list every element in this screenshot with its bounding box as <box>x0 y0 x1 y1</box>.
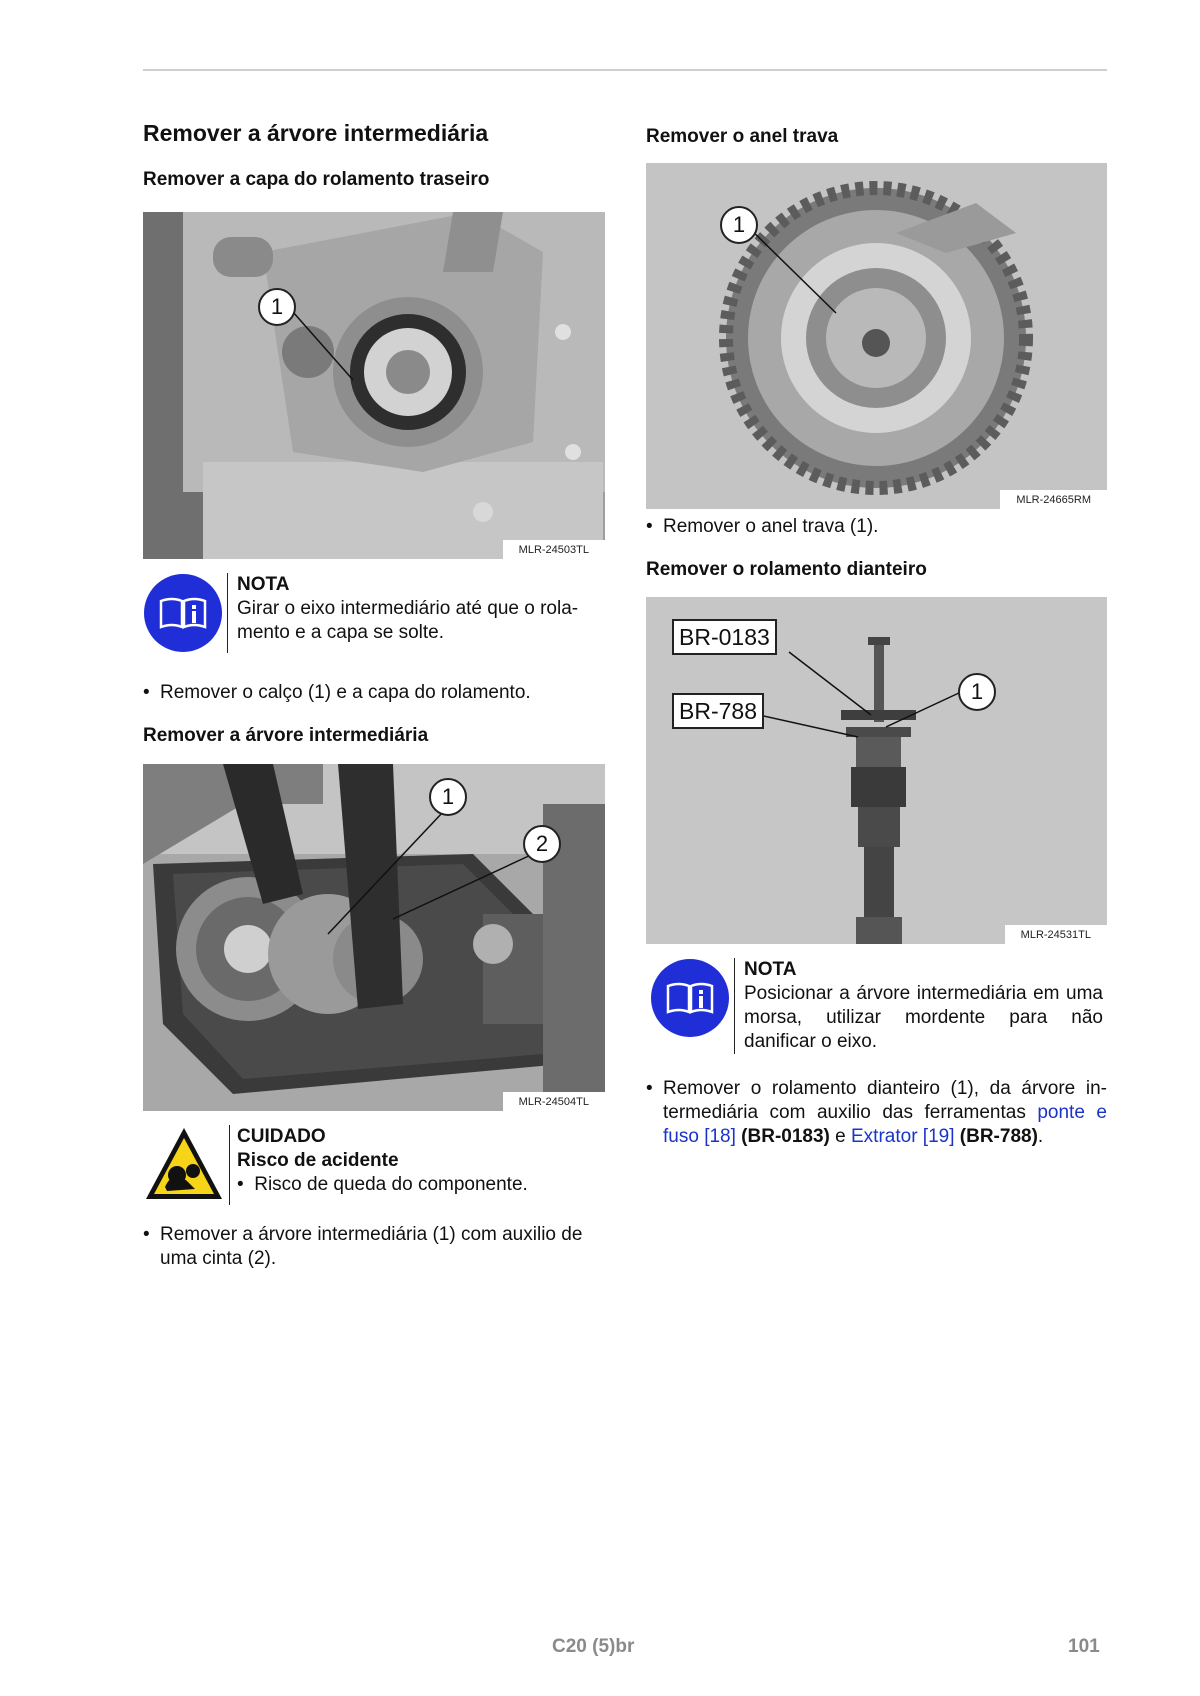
footer-doc-code: C20 (5)br <box>552 1636 635 1657</box>
callout-2: 2 <box>523 825 561 863</box>
caution-heading: CUIDADO <box>237 1126 326 1147</box>
tool-label-br-0183: BR-0183 <box>672 619 777 655</box>
bullet-remove-shim: • Remover o calço (1) e a capa do rolamento. <box>143 682 531 703</box>
figure-id: MLR-24504TL <box>503 1092 605 1111</box>
note-box-1 <box>143 573 605 657</box>
caution-box <box>143 1125 605 1209</box>
note-text: Posicionar a árvore intermediária em uma morsa, utilizar mordente para não danificar o eixo. <box>744 983 1103 1052</box>
note-divider <box>227 573 228 653</box>
figure-id: MLR-24503TL <box>503 540 605 559</box>
subheading-rear-bearing-cup: Remover a capa do rolamento traseiro <box>143 169 490 190</box>
link-extrator[interactable]: Extrator [19] <box>851 1126 955 1147</box>
figure-id: MLR-24665RM <box>1000 490 1107 509</box>
section-title: Remover a árvore intermediária <box>143 120 489 146</box>
figure-remove-front-bearing <box>646 597 1107 944</box>
subheading-remove-countershaft: Remover a árvore intermediária <box>143 725 429 746</box>
note-text: Girar o eixo intermediário até que o rola-mento e a capa se solte. <box>237 598 579 643</box>
tool-label-br-788: BR-788 <box>672 693 764 729</box>
callout-1: 1 <box>258 288 296 326</box>
callout-1: 1 <box>958 673 996 711</box>
caution-item: • Risco de queda do componente. <box>237 1174 528 1195</box>
hand-gear-hazard-icon <box>143 1125 225 1203</box>
note-box-2 <box>650 958 1107 1058</box>
caution-divider <box>229 1125 230 1205</box>
info-book-icon <box>650 958 730 1038</box>
photo-gearbox <box>143 764 605 1111</box>
note-divider <box>734 958 735 1054</box>
info-book-icon <box>143 573 223 653</box>
bullet-remove-snap-ring: • Remover o anel trava (1). <box>646 516 879 537</box>
figure-remove-snap-ring <box>646 163 1107 509</box>
bullet-remove-countershaft: • Remover a árvore intermediária (1) com auxilio de uma cinta (2). <box>143 1224 583 1269</box>
figure-rear-bearing-cup <box>143 212 605 559</box>
figure-remove-countershaft <box>143 764 605 1111</box>
callout-1: 1 <box>720 206 758 244</box>
note-heading: NOTA <box>744 959 797 980</box>
subheading-remove-front-bearing: Remover o rolamento dianteiro <box>646 559 927 580</box>
figure-id: MLR-24531TL <box>1005 925 1107 944</box>
caution-subheading: Risco de acidente <box>237 1150 399 1171</box>
note-heading: NOTA <box>237 574 290 595</box>
photo-housing <box>143 212 605 559</box>
photo-gear <box>646 163 1107 509</box>
subheading-remove-snap-ring: Remover o anel trava <box>646 126 839 147</box>
footer-page-number: 101 <box>1068 1636 1100 1657</box>
bullet-remove-front-bearing: • Remover o rolamento dianteiro (1), da árvore in-termediária com auxilio das ferramentas ponte e fuso [18] (BR-0183) e Extrator [19] (BR-788). <box>646 1078 1107 1147</box>
callout-1: 1 <box>429 778 467 816</box>
link-ponte-e-fuso[interactable]: ponte e fuso [18] <box>663 1102 1107 1147</box>
header-rule <box>143 69 1107 71</box>
